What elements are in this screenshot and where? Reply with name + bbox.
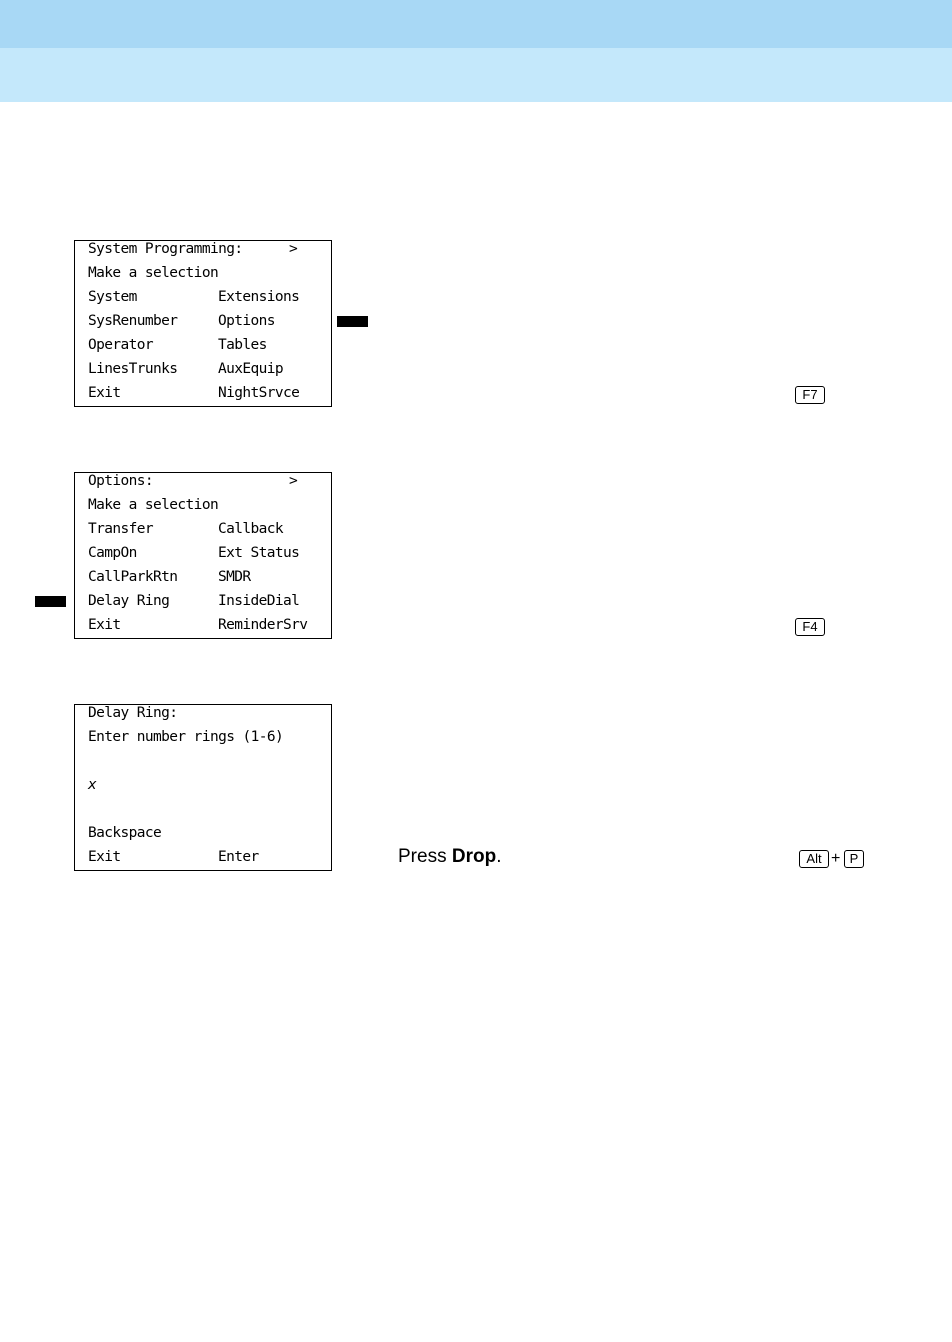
f4-key: F4 (795, 618, 825, 636)
options-screen (74, 472, 332, 639)
menu-item-delay-ring[interactable]: Delay Ring (88, 593, 170, 609)
delay-ring-screen (74, 704, 332, 871)
menu-item-ext-status[interactable]: Ext Status (218, 545, 300, 561)
key-combo-plus: + (831, 850, 841, 867)
instruction-suffix: . (496, 846, 502, 867)
screen-prompt: Enter number rings (1-6) (88, 729, 284, 745)
menu-item-options[interactable]: Options (218, 313, 275, 329)
menu-item-auxequip[interactable]: AuxEquip (218, 361, 284, 377)
header-band-bottom (0, 48, 952, 102)
selection-marker-options (337, 316, 368, 327)
ring-count-input[interactable]: x (88, 777, 97, 793)
menu-item-transfer[interactable]: Transfer (88, 521, 154, 537)
screen-title: System Programming: (88, 241, 243, 257)
system-programming-screen (74, 240, 332, 407)
menu-item-campon[interactable]: CampOn (88, 545, 137, 561)
screen-prompt: Make a selection (88, 265, 219, 281)
menu-item-nightsrvce[interactable]: NightSrvce (218, 385, 300, 401)
instruction-prefix: Press (398, 846, 452, 867)
menu-item-linestrunks[interactable]: LinesTrunks (88, 361, 178, 377)
menu-item-extensions[interactable]: Extensions (218, 289, 300, 305)
selection-marker-delay-ring (35, 596, 66, 607)
menu-item-exit[interactable]: Exit (88, 385, 121, 401)
menu-item-callparkrtn[interactable]: CallParkRtn (88, 569, 178, 585)
backspace-option[interactable]: Backspace (88, 825, 162, 841)
menu-item-sysrenumber[interactable]: SysRenumber (88, 313, 178, 329)
menu-item-system[interactable]: System (88, 289, 137, 305)
screen-prompt: Make a selection (88, 497, 219, 513)
instruction-key-name: Drop (451, 846, 497, 867)
menu-item-operator[interactable]: Operator (88, 337, 154, 353)
menu-item-insidedial[interactable]: InsideDial (218, 593, 300, 609)
header-band-top (0, 0, 952, 48)
menu-item-tables[interactable]: Tables (218, 337, 267, 353)
f7-key: F7 (795, 386, 825, 404)
menu-item-exit[interactable]: Exit (88, 849, 121, 865)
p-key: P (844, 850, 864, 868)
alt-key: Alt (799, 850, 829, 868)
menu-item-smdr[interactable]: SMDR (218, 569, 251, 585)
more-arrow: > (289, 241, 298, 257)
menu-item-reminderSrv[interactable]: ReminderSrv (218, 617, 308, 633)
enter-option[interactable]: Enter (218, 849, 259, 865)
screen-title: Options: (88, 473, 154, 489)
screen-title: Delay Ring: (88, 705, 178, 721)
press-drop-instruction (398, 846, 501, 868)
menu-item-exit[interactable]: Exit (88, 617, 121, 633)
more-arrow: > (289, 473, 298, 489)
menu-item-callback[interactable]: Callback (218, 521, 284, 537)
